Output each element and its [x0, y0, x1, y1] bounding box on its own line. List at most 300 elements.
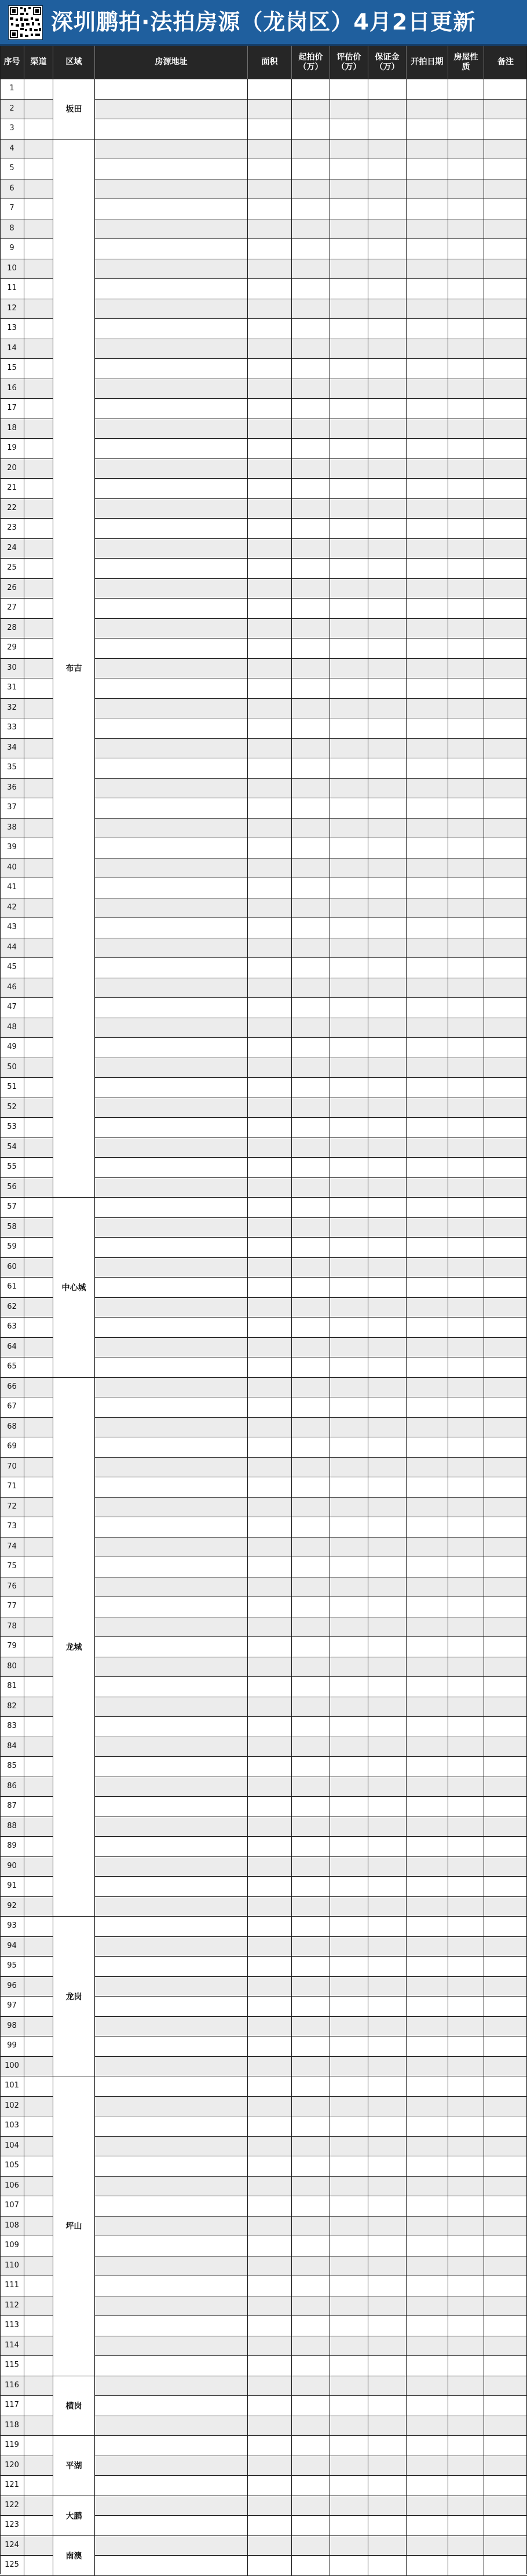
channel-cell: [24, 1717, 53, 1737]
deposit-cell: [368, 1997, 407, 2016]
area-cell: [248, 339, 292, 359]
deposit-cell: [368, 1098, 407, 1118]
channel-cell: [24, 798, 53, 818]
start-price-cell: [292, 2436, 330, 2456]
auction-date-cell: [407, 2556, 448, 2575]
property-type-cell: [448, 1357, 484, 1377]
row-number: 51: [0, 1078, 24, 1098]
area-cell: [248, 1218, 292, 1238]
channel-cell: [24, 359, 53, 379]
area-cell: [248, 499, 292, 519]
note-cell: [484, 439, 527, 458]
property-type-cell: [448, 2436, 484, 2456]
channel-cell: [24, 918, 53, 938]
row-number: 53: [0, 1118, 24, 1137]
address-cell: [95, 998, 248, 1018]
appraised-price-cell: [330, 1957, 368, 1976]
area-cell: [248, 1577, 292, 1597]
area-cell: [248, 819, 292, 838]
property-type-cell: [448, 659, 484, 678]
start-price-cell: [292, 1118, 330, 1137]
property-type-cell: [448, 1298, 484, 1318]
appraised-price-cell: [330, 2177, 368, 2196]
appraised-price-cell: [330, 918, 368, 938]
row-number: 17: [0, 399, 24, 419]
note-cell: [484, 1418, 527, 1437]
start-price-cell: [292, 2536, 330, 2556]
channel-cell: [24, 2436, 53, 2456]
row-number: 94: [0, 1937, 24, 1957]
deposit-cell: [368, 1537, 407, 1557]
address-cell: [95, 119, 248, 139]
channel-cell: [24, 239, 53, 259]
note-cell: [484, 1498, 527, 1517]
region-group-label: 坂田: [53, 79, 95, 140]
appraised-price-cell: [330, 978, 368, 998]
note-cell: [484, 918, 527, 938]
address-cell: [95, 479, 248, 498]
start-price-cell: [292, 819, 330, 838]
auction-date-cell: [407, 1397, 448, 1417]
property-type-cell: [448, 1158, 484, 1177]
row-number: 109: [0, 2236, 24, 2256]
channel-cell: [24, 1557, 53, 1577]
appraised-price-cell: [330, 1318, 368, 1337]
start-price-cell: [292, 1537, 330, 1557]
channel-cell: [24, 319, 53, 339]
row-number: 87: [0, 1797, 24, 1817]
row-number: 27: [0, 599, 24, 618]
address-cell: [95, 1378, 248, 1397]
start-price-cell: [292, 1877, 330, 1896]
channel-cell: [24, 978, 53, 998]
region-group-label: 布吉: [53, 140, 95, 1198]
property-type-cell: [448, 1098, 484, 1118]
auction-date-cell: [407, 2516, 448, 2535]
note-cell: [484, 2376, 527, 2396]
deposit-cell: [368, 2156, 407, 2176]
area-cell: [248, 1657, 292, 1677]
row-number: 52: [0, 1098, 24, 1118]
property-type-cell: [448, 379, 484, 399]
appraised-price-cell: [330, 1777, 368, 1797]
property-type-cell: [448, 758, 484, 778]
area-cell: [248, 239, 292, 259]
deposit-cell: [368, 1597, 407, 1617]
property-type-cell: [448, 2276, 484, 2296]
note-cell: [484, 1817, 527, 1837]
property-type-cell: [448, 1777, 484, 1797]
start-price-cell: [292, 639, 330, 658]
note-cell: [484, 100, 527, 119]
address-cell: [95, 1977, 248, 1997]
channel-cell: [24, 119, 53, 139]
start-price-cell: [292, 2036, 330, 2056]
start-price-cell: [292, 998, 330, 1018]
row-number: 104: [0, 2137, 24, 2156]
area-cell: [248, 1877, 292, 1896]
deposit-cell: [368, 699, 407, 718]
property-type-cell: [448, 1577, 484, 1597]
property-type-cell: [448, 878, 484, 898]
appraised-price-cell: [330, 1517, 368, 1537]
start-price-cell: [292, 938, 330, 958]
start-price-cell: [292, 1258, 330, 1278]
note-cell: [484, 2116, 527, 2136]
area-cell: [248, 2456, 292, 2476]
channel-cell: [24, 2196, 53, 2216]
address-cell: [95, 2456, 248, 2476]
note-cell: [484, 838, 527, 858]
property-type-cell: [448, 2476, 484, 2496]
start-price-cell: [292, 199, 330, 219]
note-cell: [484, 978, 527, 998]
row-number: 55: [0, 1158, 24, 1177]
area-cell: [248, 1917, 292, 1936]
channel-cell: [24, 1657, 53, 1677]
channel-cell: [24, 858, 53, 878]
note-cell: [484, 339, 527, 359]
address-cell: [95, 359, 248, 379]
auction-date-cell: [407, 739, 448, 758]
appraised-price-cell: [330, 819, 368, 838]
appraised-price-cell: [330, 499, 368, 519]
note-cell: [484, 2296, 527, 2316]
start-price-cell: [292, 100, 330, 119]
auction-date-cell: [407, 1198, 448, 1217]
start-price-cell: [292, 2256, 330, 2276]
address-cell: [95, 2256, 248, 2276]
start-price-cell: [292, 1298, 330, 1318]
start-price-cell: [292, 179, 330, 199]
property-type-cell: [448, 2196, 484, 2216]
auction-date-cell: [407, 1937, 448, 1957]
channel-cell: [24, 439, 53, 458]
deposit-cell: [368, 1677, 407, 1697]
start-price-cell: [292, 2217, 330, 2236]
start-price-cell: [292, 2456, 330, 2476]
area-cell: [248, 1357, 292, 1377]
property-type-cell: [448, 1617, 484, 1637]
channel-cell: [24, 159, 53, 179]
auction-date-cell: [407, 1537, 448, 1557]
start-price-cell: [292, 678, 330, 698]
row-number: 70: [0, 1458, 24, 1477]
channel-cell: [24, 1637, 53, 1657]
deposit-cell: [368, 599, 407, 618]
area-cell: [248, 1178, 292, 1198]
auction-date-cell: [407, 2057, 448, 2076]
auction-date-cell: [407, 1817, 448, 1837]
appraised-price-cell: [330, 519, 368, 538]
channel-cell: [24, 718, 53, 738]
property-type-cell: [448, 1977, 484, 1997]
deposit-cell: [368, 100, 407, 119]
row-number: 75: [0, 1557, 24, 1577]
area-cell: [248, 2256, 292, 2276]
property-type-cell: [448, 1038, 484, 1058]
auction-date-cell: [407, 559, 448, 578]
note-cell: [484, 1338, 527, 1357]
channel-cell: [24, 1797, 53, 1817]
property-type-cell: [448, 579, 484, 599]
deposit-cell: [368, 179, 407, 199]
start-price-cell: [292, 699, 330, 718]
area-cell: [248, 299, 292, 319]
channel-cell: [24, 1817, 53, 1837]
start-price-cell: [292, 1098, 330, 1118]
row-number: 69: [0, 1437, 24, 1457]
area-cell: [248, 878, 292, 898]
address-cell: [95, 779, 248, 798]
start-price-cell: [292, 1357, 330, 1377]
property-type-cell: [448, 1178, 484, 1198]
channel-cell: [24, 100, 53, 119]
note-cell: [484, 1198, 527, 1217]
address-cell: [95, 199, 248, 219]
row-number: 78: [0, 1617, 24, 1637]
deposit-cell: [368, 299, 407, 319]
area-cell: [248, 1458, 292, 1477]
address-cell: [95, 798, 248, 818]
row-number: 96: [0, 1977, 24, 1997]
area-cell: [248, 1557, 292, 1577]
row-number: 95: [0, 1957, 24, 1976]
start-price-cell: [292, 1498, 330, 1517]
note-cell: [484, 179, 527, 199]
auction-date-cell: [407, 319, 448, 339]
appraised-price-cell: [330, 678, 368, 698]
row-number: 89: [0, 1837, 24, 1856]
start-price-cell: [292, 2376, 330, 2396]
property-type-cell: [448, 2536, 484, 2556]
auction-date-cell: [407, 1318, 448, 1337]
row-number: 116: [0, 2376, 24, 2396]
start-price-cell: [292, 1218, 330, 1238]
note-cell: [484, 1577, 527, 1597]
address-cell: [95, 1757, 248, 1777]
row-number: 92: [0, 1897, 24, 1917]
row-number: 58: [0, 1218, 24, 1238]
deposit-cell: [368, 1977, 407, 1997]
row-number: 18: [0, 419, 24, 439]
start-price-cell: [292, 1378, 330, 1397]
property-type-cell: [448, 159, 484, 179]
start-price-cell: [292, 1617, 330, 1637]
auction-date-cell: [407, 519, 448, 538]
auction-date-cell: [407, 459, 448, 479]
property-type-cell: [448, 1238, 484, 1257]
deposit-cell: [368, 1018, 407, 1038]
note-cell: [484, 1677, 527, 1697]
deposit-cell: [368, 1458, 407, 1477]
property-type-cell: [448, 79, 484, 99]
channel-cell: [24, 1118, 53, 1137]
appraised-price-cell: [330, 319, 368, 339]
column-header-no: 序号: [0, 46, 24, 79]
address-cell: [95, 399, 248, 419]
start-price-cell: [292, 1957, 330, 1976]
deposit-cell: [368, 998, 407, 1018]
channel-cell: [24, 2376, 53, 2396]
area-cell: [248, 699, 292, 718]
start-price-cell: [292, 619, 330, 639]
address-cell: [95, 2076, 248, 2096]
channel-cell: [24, 179, 53, 199]
area-cell: [248, 159, 292, 179]
deposit-cell: [368, 1158, 407, 1177]
auction-date-cell: [407, 2097, 448, 2116]
start-price-cell: [292, 1797, 330, 1817]
auction-date-cell: [407, 1498, 448, 1517]
appraised-price-cell: [330, 140, 368, 159]
deposit-cell: [368, 2236, 407, 2256]
auction-date-cell: [407, 2396, 448, 2416]
deposit-cell: [368, 619, 407, 639]
start-price-cell: [292, 539, 330, 559]
row-number: 30: [0, 659, 24, 678]
row-number: 35: [0, 758, 24, 778]
deposit-cell: [368, 2356, 407, 2376]
note-cell: [484, 1697, 527, 1717]
row-number: 121: [0, 2476, 24, 2496]
row-number: 101: [0, 2076, 24, 2096]
address-cell: [95, 2017, 248, 2036]
appraised-price-cell: [330, 359, 368, 379]
deposit-cell: [368, 1617, 407, 1637]
property-type-cell: [448, 1637, 484, 1657]
deposit-cell: [368, 2177, 407, 2196]
note-cell: [484, 1517, 527, 1537]
deposit-cell: [368, 319, 407, 339]
deposit-cell: [368, 1397, 407, 1417]
note-cell: [484, 119, 527, 139]
deposit-cell: [368, 1318, 407, 1337]
row-number: 61: [0, 1278, 24, 1297]
appraised-price-cell: [330, 1477, 368, 1497]
note-cell: [484, 1597, 527, 1617]
start-price-cell: [292, 1018, 330, 1038]
appraised-price-cell: [330, 1817, 368, 1837]
appraised-price-cell: [330, 459, 368, 479]
channel-cell: [24, 559, 53, 578]
note-cell: [484, 1977, 527, 1997]
address-cell: [95, 2436, 248, 2456]
column-header-region: 区域: [53, 46, 95, 79]
property-type-cell: [448, 978, 484, 998]
address-cell: [95, 539, 248, 559]
appraised-price-cell: [330, 419, 368, 439]
note-cell: [484, 379, 527, 399]
address-cell: [95, 1198, 248, 1217]
address-cell: [95, 1697, 248, 1717]
start-price-cell: [292, 2316, 330, 2336]
start-price-cell: [292, 878, 330, 898]
auction-date-cell: [407, 1418, 448, 1437]
auction-date-cell: [407, 978, 448, 998]
appraised-price-cell: [330, 1338, 368, 1357]
channel-cell: [24, 279, 53, 299]
appraised-price-cell: [330, 339, 368, 359]
auction-date-cell: [407, 1477, 448, 1497]
region-group-label: 坪山: [53, 2076, 95, 2376]
area-cell: [248, 79, 292, 99]
deposit-cell: [368, 2256, 407, 2276]
channel-cell: [24, 1357, 53, 1377]
appraised-price-cell: [330, 1078, 368, 1098]
start-price-cell: [292, 1637, 330, 1657]
area-cell: [248, 2236, 292, 2256]
area-cell: [248, 1238, 292, 1257]
deposit-cell: [368, 779, 407, 798]
start-price-cell: [292, 1597, 330, 1617]
property-type-cell: [448, 1138, 484, 1158]
area-cell: [248, 1058, 292, 1078]
deposit-cell: [368, 2316, 407, 2336]
property-type-cell: [448, 2017, 484, 2036]
channel-cell: [24, 1318, 53, 1337]
area-cell: [248, 678, 292, 698]
property-type-cell: [448, 219, 484, 239]
note-cell: [484, 1278, 527, 1297]
note-cell: [484, 299, 527, 319]
auction-date-cell: [407, 299, 448, 319]
start-price-cell: [292, 718, 330, 738]
note-cell: [484, 1937, 527, 1957]
auction-date-cell: [407, 2536, 448, 2556]
area-cell: [248, 2436, 292, 2456]
property-type-cell: [448, 2416, 484, 2436]
appraised-price-cell: [330, 2436, 368, 2456]
appraised-price-cell: [330, 1178, 368, 1198]
appraised-price-cell: [330, 599, 368, 618]
deposit-cell: [368, 539, 407, 559]
auction-date-cell: [407, 579, 448, 599]
note-cell: [484, 819, 527, 838]
region-group-label: 平湖: [53, 2436, 95, 2496]
property-type-cell: [448, 1537, 484, 1557]
row-number: 98: [0, 2017, 24, 2036]
deposit-cell: [368, 2137, 407, 2156]
appraised-price-cell: [330, 1757, 368, 1777]
property-type-cell: [448, 739, 484, 758]
channel-cell: [24, 1378, 53, 1397]
appraised-price-cell: [330, 2097, 368, 2116]
appraised-price-cell: [330, 2456, 368, 2476]
area-cell: [248, 579, 292, 599]
property-type-cell: [448, 259, 484, 279]
property-type-cell: [448, 2456, 484, 2476]
row-number: 13: [0, 319, 24, 339]
start-price-cell: [292, 838, 330, 858]
area-cell: [248, 918, 292, 938]
channel-cell: [24, 1517, 53, 1537]
row-number: 21: [0, 479, 24, 498]
note-cell: [484, 2556, 527, 2575]
row-number: 5: [0, 159, 24, 179]
channel-cell: [24, 2516, 53, 2535]
appraised-price-cell: [330, 779, 368, 798]
area-cell: [248, 2336, 292, 2356]
note-cell: [484, 1877, 527, 1896]
appraised-price-cell: [330, 1038, 368, 1058]
area-cell: [248, 179, 292, 199]
auction-date-cell: [407, 159, 448, 179]
address-cell: [95, 1357, 248, 1377]
auction-date-cell: [407, 1837, 448, 1856]
note-cell: [484, 739, 527, 758]
channel-cell: [24, 819, 53, 838]
